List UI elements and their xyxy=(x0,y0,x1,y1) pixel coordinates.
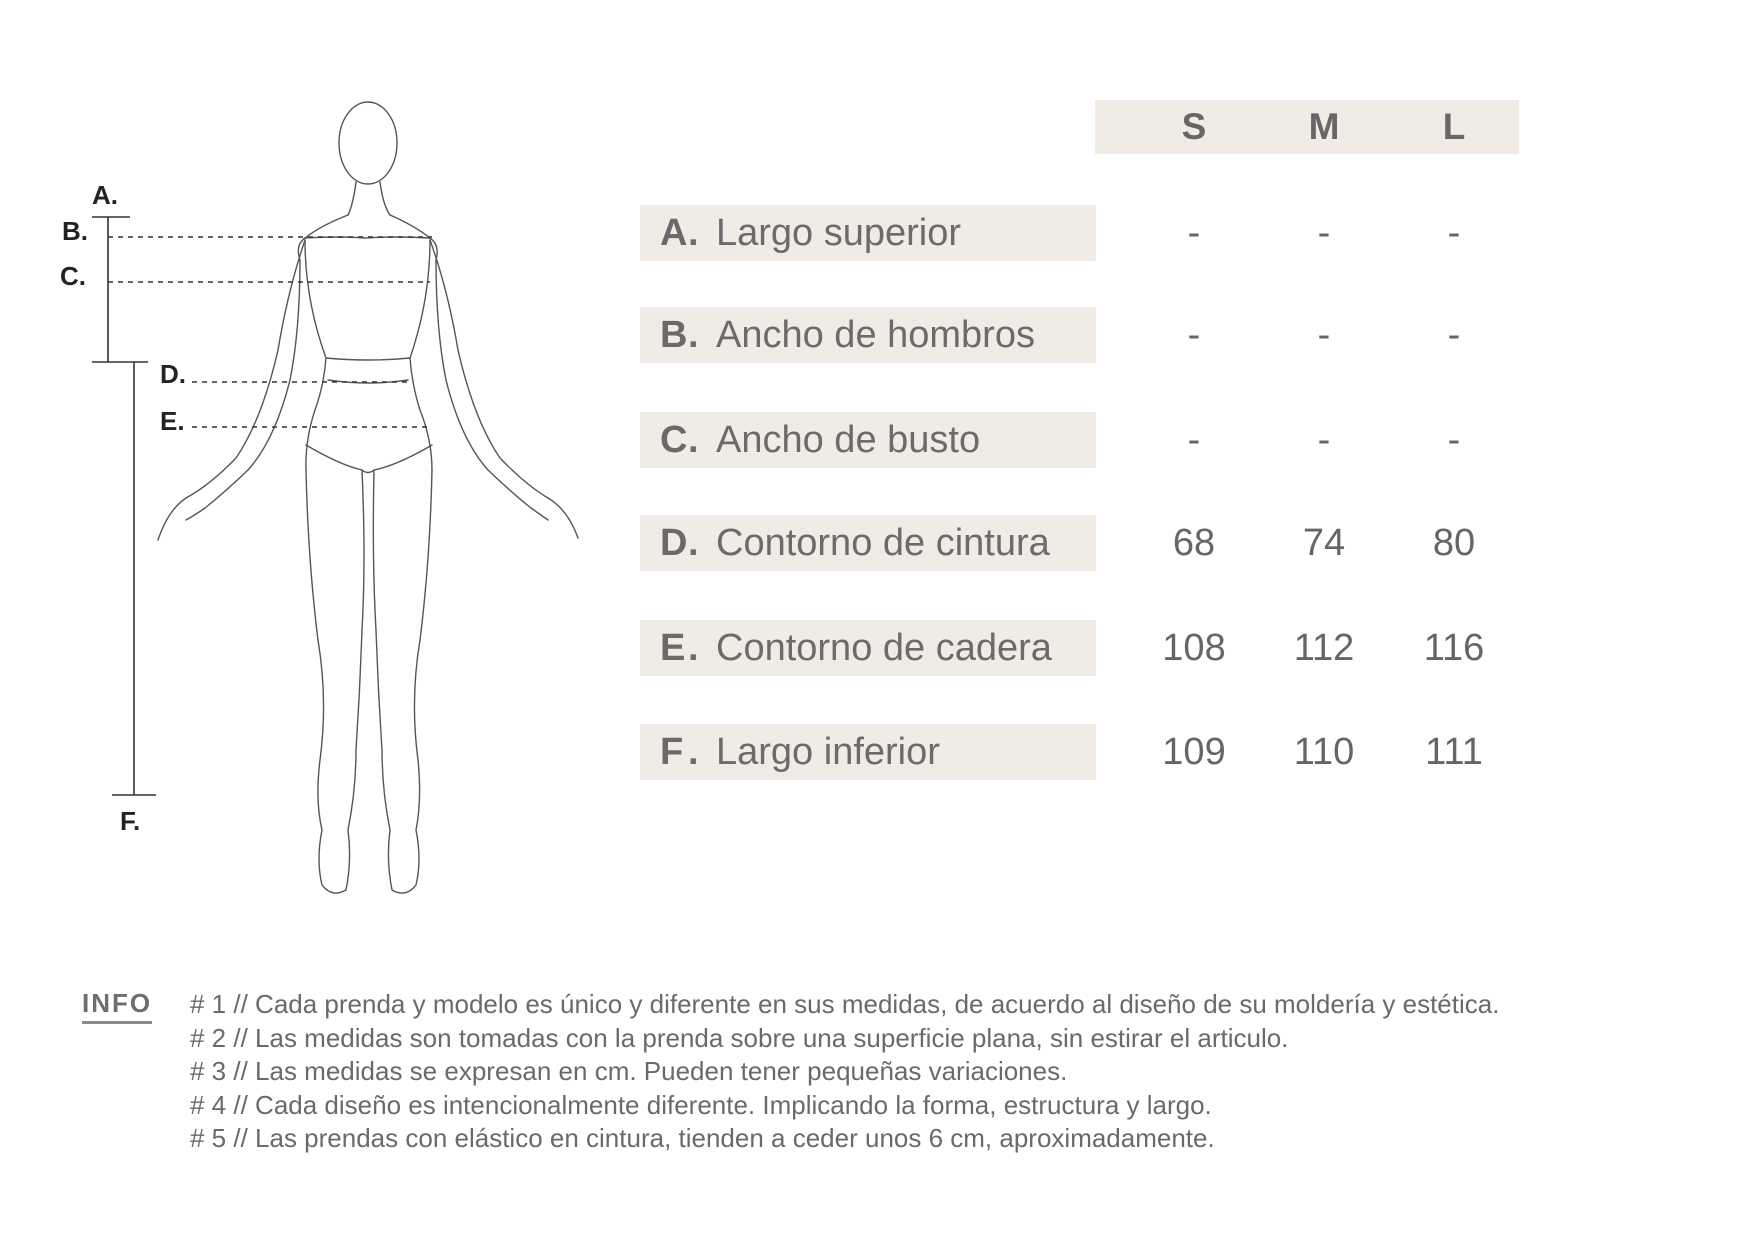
cell-e-s: 108 xyxy=(1162,626,1226,669)
marker-c-label: C. xyxy=(60,261,86,291)
figure-torso-right xyxy=(410,240,432,470)
row-letter: F xyxy=(660,730,684,773)
row-letter: A xyxy=(660,211,688,254)
row-dot: . xyxy=(688,730,699,773)
info-tag: INFO xyxy=(82,988,152,1024)
size-s-header: S xyxy=(1181,106,1207,147)
row-label-a xyxy=(640,205,1096,261)
row-label-text: Largo superior xyxy=(716,211,962,254)
row-label-text: Contorno de cintura xyxy=(716,521,1050,564)
row-label-e xyxy=(640,620,1096,676)
row-letter: E xyxy=(660,626,686,669)
row-dot: . xyxy=(688,418,699,461)
figure-neck xyxy=(348,182,390,215)
body-figure-diagram xyxy=(0,0,620,920)
cell-b-s: - xyxy=(1187,313,1201,356)
row-label-d xyxy=(640,515,1096,571)
figure-waistband xyxy=(326,358,410,383)
row-dot: . xyxy=(688,211,699,254)
figure-briefs xyxy=(306,445,432,473)
info-note-3: # 3 // Las medidas se expresan en cm. Pueden tener pequeñas variaciones. xyxy=(190,1056,1068,1086)
row-letter: B xyxy=(660,313,688,356)
cell-f-s: 109 xyxy=(1162,730,1226,773)
row-label-text: Largo inferior xyxy=(716,730,940,773)
figure-head xyxy=(339,102,397,184)
row-label-f xyxy=(640,724,1096,780)
marker-b-label: B. xyxy=(62,216,88,246)
marker-d-label: D. xyxy=(160,359,186,389)
row-letter: C xyxy=(660,418,688,461)
cell-f-m: 110 xyxy=(1293,730,1355,773)
row-label-text: Ancho de busto xyxy=(716,418,981,461)
row-dot: . xyxy=(688,313,699,356)
cell-c-l: - xyxy=(1447,418,1461,461)
cell-b-l: - xyxy=(1447,313,1461,356)
info-note-4: # 4 // Cada diseño es intencionalmente diferente. Implicando la forma, estructura y largo. xyxy=(190,1089,1212,1120)
cell-d-s: 68 xyxy=(1172,521,1216,564)
figure-leg-right xyxy=(373,470,432,893)
figure-arm-left xyxy=(158,240,305,540)
cell-c-s: - xyxy=(1187,418,1201,461)
info-notes xyxy=(190,988,1499,1156)
figure-leg-left xyxy=(306,470,364,893)
info-note-1: # 1 // Cada prenda y modelo es único y diferente en sus medidas, de acuerdo al diseño de su moldería y estética. xyxy=(190,989,1500,1019)
cell-d-l: 80 xyxy=(1432,521,1476,564)
size-m-header: M xyxy=(1308,106,1340,147)
info-note-5: # 5 // Las prendas con elástico en cintura, tienden a ceder unos 6 cm, aproximadamente. xyxy=(190,1123,1215,1153)
cell-e-m: 112 xyxy=(1293,626,1355,669)
cell-f-l: 111 xyxy=(1425,730,1483,773)
cell-a-l: - xyxy=(1447,211,1461,254)
cell-e-l: 116 xyxy=(1423,626,1485,669)
cell-b-m: - xyxy=(1317,313,1331,356)
row-label-b xyxy=(640,307,1096,363)
figure-torso-left xyxy=(305,240,326,470)
marker-f-label: F. xyxy=(120,806,141,836)
figure-arm-right xyxy=(430,240,578,538)
cell-d-m: 74 xyxy=(1302,521,1346,564)
marker-e-label: E. xyxy=(160,406,185,436)
cell-c-m: - xyxy=(1317,418,1331,461)
row-label-text: Ancho de hombros xyxy=(716,313,1035,356)
cell-a-m: - xyxy=(1317,211,1331,254)
info-note-2: # 2 // Las medidas son tomadas con la prenda sobre una superficie plana, sin estirar el articulo. xyxy=(190,1022,1289,1053)
cell-a-s: - xyxy=(1187,211,1201,254)
row-label-text: Contorno de cadera xyxy=(716,626,1052,669)
row-letter: D xyxy=(660,521,688,564)
row-dot: . xyxy=(688,521,699,564)
row-label-c xyxy=(640,412,1096,468)
marker-a-label: A. xyxy=(92,180,118,210)
row-dot: . xyxy=(688,626,699,669)
size-l-header: L xyxy=(1442,106,1466,147)
